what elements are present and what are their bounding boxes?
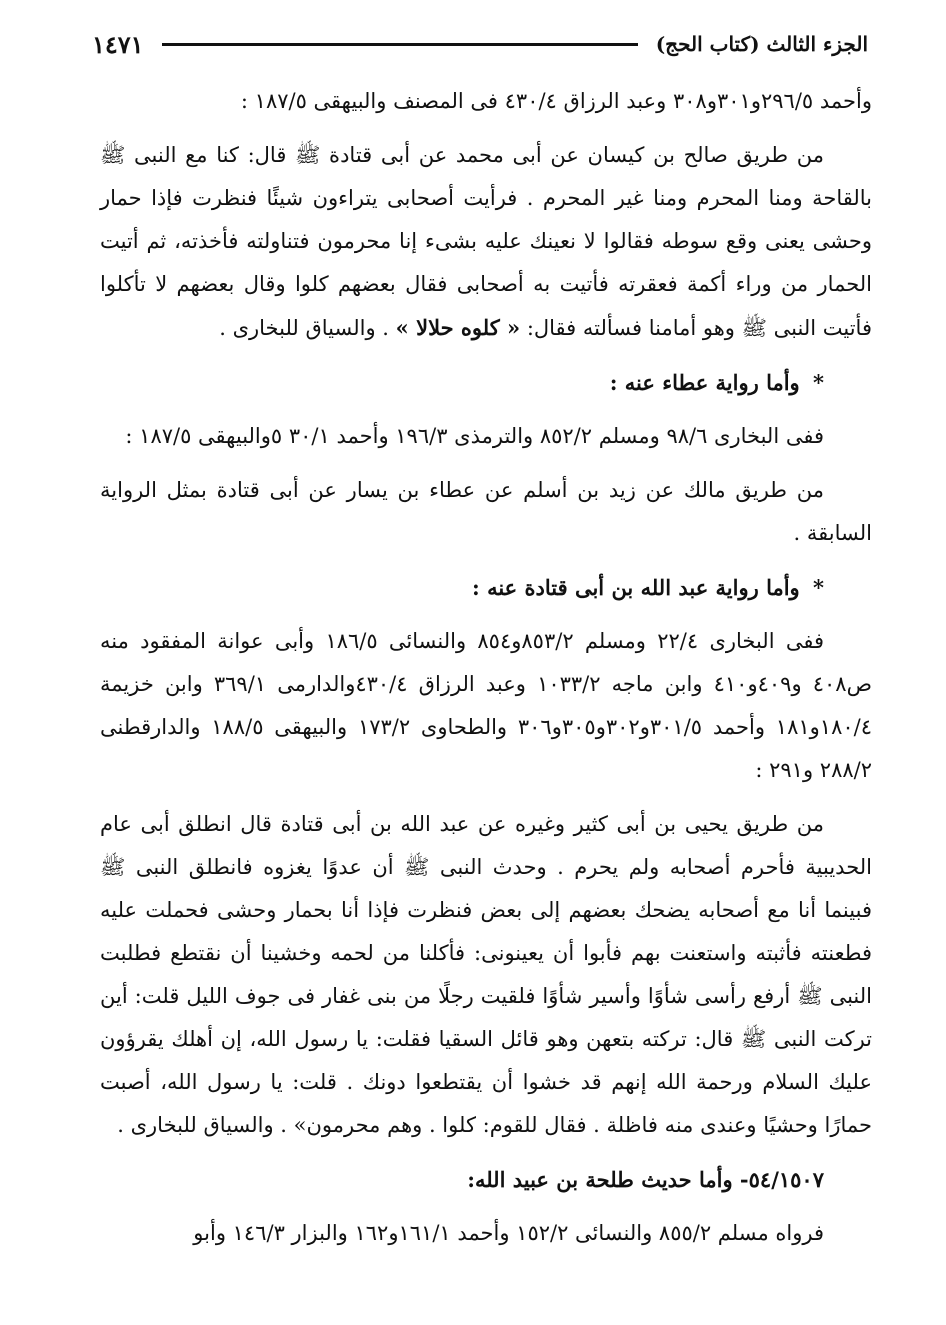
running-title: الجزء الثالث (كتاب الحج): [655, 32, 868, 56]
star-marker: *: [813, 575, 824, 600]
header-rule: [162, 43, 638, 46]
section-heading-ata: * وأما رواية عطاء عنه :: [609, 370, 824, 395]
paragraph-citations-talha: فرواه مسلم ٨٥٥/٢ والنسائى ١٥٢/٢ وأحمد ١٦١/١و١٦٢ والبزار ١٤٦/٣ وأبو: [193, 1221, 824, 1245]
page-number: ١٤٧١: [92, 29, 144, 59]
paragraph-citations-1: وأحمد ٢٩٦/٥و٣٠١و٣٠٨ وعبد الرزاق ٤٣٠/٤ فى المصنف والبيهقى ١٨٧/٥ :: [240, 89, 872, 113]
section-heading-abdullah: * وأما رواية عبد الله بن أبى قتادة عنه :: [472, 575, 824, 600]
body-text: [100, 80, 872, 1266]
page-header: [92, 26, 868, 62]
section-heading-talha: ٥٤/١٥٠٧- وأما حديث طلحة بن عبيد الله:: [467, 1167, 824, 1192]
paragraph-hadith-yahya: من طريق يحيى بن أبى كثير وغيره عن عبد الله بن أبى قتادة قال انطلق أبى عام الحديبية فأحرم أصحابه ولم يحرم . وحدث النبى ﷺ أن عدوًا يغزوه فانطلق النبى ﷺ فبينما أنا مع أصحابه يضحك بعضهم إلى بعض فنظرت فإذا أنا بحمار وحشى فحملت عليه فطعنته فأثبته واستعنت بهم فأبوا أن يعينونى: فأكلنا من لحمه وخشينا أن نقتطع فطلبت النبى ﷺ أرفع رأسى شأوًا وأسير شأوًا فلقيت رجلًا من بنى غفار فى جوف الليل قلت: أين تركت النبى ﷺ قال: تركته بتعهن وهو قائل السقيا فقلت: يا رسول الله، إن أهلك يقرؤون عليك السلام ورحمة الله إنهم قد خشوا أن يقتطعوا دونك . قلت: يا رسول الله، أصبت حمارًا وحشيًا وعندى منه فاظلة . فقال للقوم: كلوا . وهم محرمون» . والسياق للبخارى .: [100, 812, 872, 1137]
paragraph-citations-ata: ففى البخارى ٩٨/٦ ومسلم ٨٥٢/٢ والترمذى ١٩٦/٣ وأحمد ٣٠/١ ٥والبيهقى ١٨٧/٥ :: [125, 424, 824, 448]
star-marker: *: [813, 370, 824, 395]
paragraph-citations-abdullah: ففى البخارى ٢٢/٤ ومسلم ٨٥٣/٢و٨٥٤ والنسائى ١٨٦/٥ وأبى عوانة المفقود منه ص٤٠٨ و٤٠٩و٤١٠ وابن ماجه ١٠٣٣/٢ وعبد الرزاق ٤٣٠/٤والدارمى ٣٦٩/١ وابن خزيمة ١٨٠/٤و١٨١ وأحمد ٣٠١/٥و٣٠٢و٣٠٥و٣٠٦ والطحاوى ١٧٣/٢ والبيهقى ١٨٨/٥ والدارقطنى ٢٨٨/٢ و٢٩١ :: [100, 629, 872, 782]
paragraph-hadith-malik: من طريق مالك عن زيد بن أسلم عن عطاء بن يسار عن أبى قتادة بمثل الرواية السابقة .: [100, 478, 872, 545]
quoted-saying: « كلوه حلالا »: [395, 315, 521, 340]
paragraph-hadith-saleh: من طريق صالح بن كيسان عن أبى محمد عن أبى قتادة ﷺ قال: كنا مع النبى ﷺ بالقاحة ومنا المحرم ومنا غير المحرم . فرأيت أصحابى يتراءون شيئًا فنظرت فإذا حمار وحشى يعنى وقع سوطه فقالوا لا نعينك عليه بشىء إنا محرمون فتناولته فأخذته، ثم أتيت الحمار من وراء أكمة فعقرته فأتيت به أصحابى فقال بعضهم كلوا وقال بعضهم لا تأكلوا فأتيت النبى ﷺ وهو أمامنا فسألته فقال: « كلوه حلالا » . والسياق للبخارى .: [100, 143, 872, 340]
hadith-number: ٥٤/١٥٠٧-: [739, 1167, 824, 1192]
